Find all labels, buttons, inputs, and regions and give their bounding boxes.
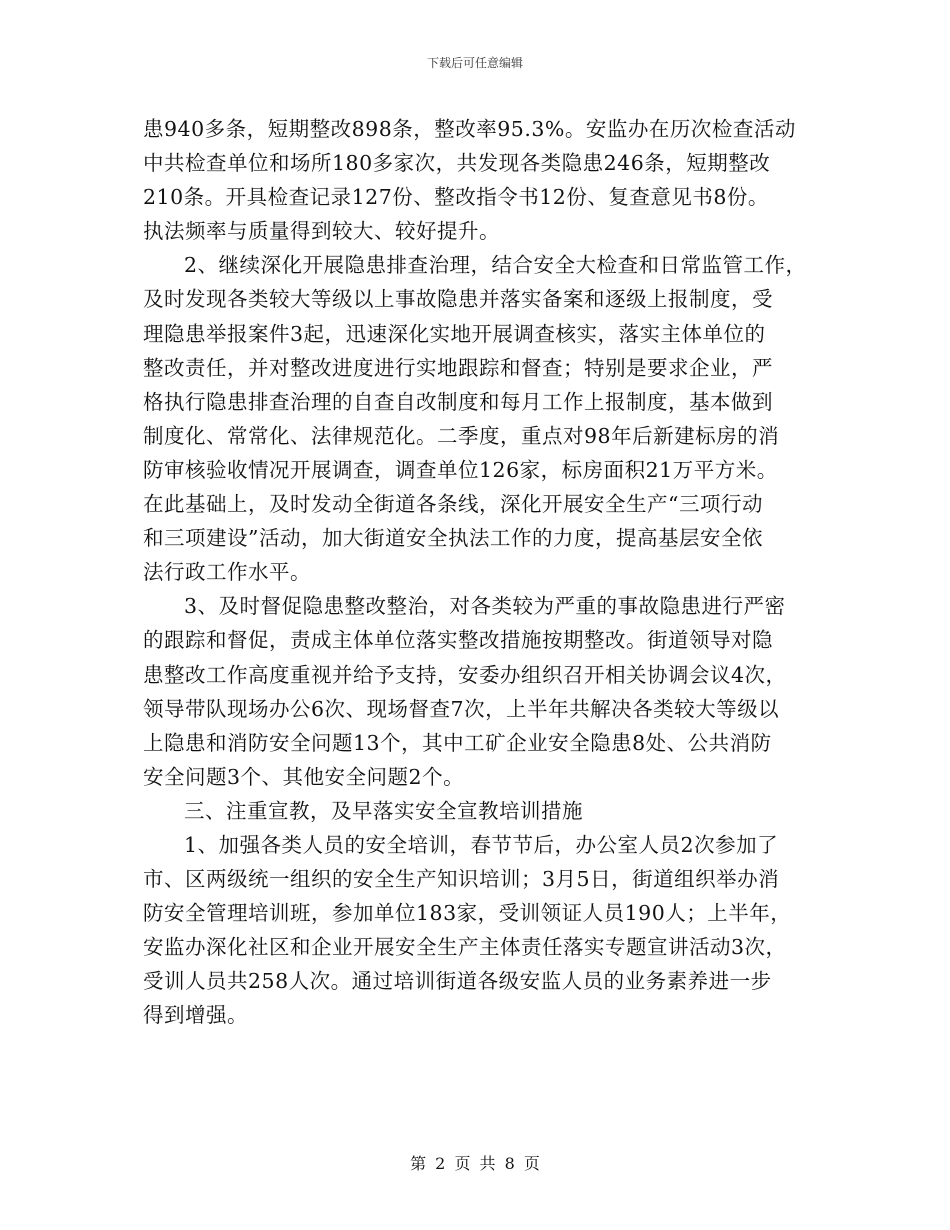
text-line: 上隐患和消防安全问题13个，其中工矿企业安全隐患8处、公共消防 bbox=[143, 730, 772, 755]
text-line: 中共检查单位和场所180多家次，共发现各类隐患246条，短期整改 bbox=[143, 151, 771, 176]
text-line: 安全问题3个、其他安全问题2个。 bbox=[143, 764, 465, 789]
document-body bbox=[143, 112, 823, 1033]
text-line: 制度化、常常化、法律规范化。二季度，重点对98年后新建标房的消 bbox=[143, 423, 780, 448]
text-line: 三、注重宣教，及早落实安全宣教培训措施 bbox=[184, 798, 583, 823]
text-line: 格执行隐患排查治理的自查自改制度和每月工作上报制度，基本做到 bbox=[143, 389, 773, 414]
text-line: 210条。开具检查记录127份、整改指令书12份、复查意见书8份。 bbox=[143, 185, 769, 210]
text-line: 及时发现各类较大等级以上事故隐患并落实备案和逐级上报制度，受 bbox=[143, 287, 773, 312]
text-line: 和三项建设”活动，加大街道安全执法工作的力度，提高基层安全依 bbox=[143, 526, 763, 551]
text-line: 受训人员共258人次。通过培训街道各级安监人员的业务素养进一步 bbox=[143, 969, 772, 994]
text-line: 理隐患举报案件3起，迅速深化实地开展调查核实，落实主体单位的 bbox=[143, 321, 766, 346]
text-line: 防安全管理培训班，参加单位183家，受训领证人员190人；上半年， bbox=[143, 901, 792, 926]
page-footer: 第 2 页 共 8 页 bbox=[410, 1154, 540, 1173]
text-line: 患整改工作高度重视并给予支持，安委办组织召开相关协调会议4次， bbox=[143, 662, 787, 687]
text-line: 的跟踪和督促，责成主体单位落实整改措施按期整改。街道领导对隐 bbox=[143, 628, 773, 653]
text-line: 防审核验收情况开展调查，调查单位126家，标房面积21万平方米。 bbox=[143, 457, 778, 482]
page-header: 下载后可任意编辑 bbox=[426, 56, 523, 70]
text-line: 领导带队现场办公6次、现场督查7次，上半年共解决各类较大等级以 bbox=[143, 696, 780, 721]
text-line: 患940多条，短期整改898条，整改率95.3%。安监办在历次检查活动 bbox=[143, 117, 796, 141]
text-line: 3、及时督促隐患整改整治，对各类较为严重的事故隐患进行严密 bbox=[184, 594, 786, 619]
text-line: 在此基础上，及时发动全街道各条线，深化开展安全生产“三项行动 bbox=[143, 492, 763, 517]
text-line: 执法频率与质量得到较大、较好提升。 bbox=[143, 219, 500, 244]
text-line: 安监办深化社区和企业开展安全生产主体责任落实专题宣讲活动3次， bbox=[143, 935, 787, 960]
text-line: 1、加强各类人员的安全培训，春节节后，办公室人员2次参加了 bbox=[184, 832, 779, 857]
text-line: 整改责任，并对整改进度进行实地跟踪和督查；特别是要求企业，严 bbox=[143, 355, 773, 380]
text-line: 市、区两级统一组织的安全生产知识培训；3月5日，街道组织举办消 bbox=[143, 867, 780, 892]
text-line: 2、继续深化开展隐患排查治理，结合安全大检查和日常监管工作， bbox=[184, 253, 807, 278]
text-line: 得到增强。 bbox=[143, 1003, 248, 1028]
text-line: 法行政工作水平。 bbox=[143, 560, 311, 585]
